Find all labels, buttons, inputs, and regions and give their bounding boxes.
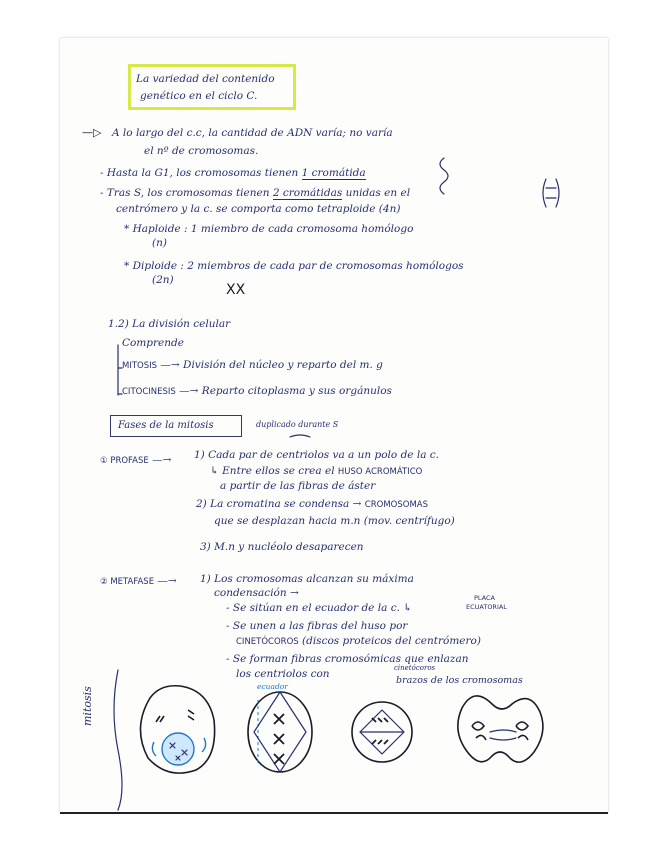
- xx-sketch: XX: [226, 282, 246, 298]
- haploid-line-1: * Haploide : 1 miembro de cada cromosoma homólogo: [124, 223, 414, 235]
- citocinesis-definition: Reparto citoplasma y sus orgánulos: [201, 385, 392, 397]
- citocinesis-arrow: —→: [179, 385, 199, 397]
- citocinesis-term: CITOCINESIS: [122, 387, 176, 397]
- side-label: mitosis: [81, 686, 94, 726]
- cinetocoros-term: CINETÓCOROS: [236, 637, 299, 647]
- mitosis-arrow: —→: [160, 359, 180, 371]
- placa-label: PLACA: [474, 594, 496, 602]
- diploid-line-2: (2n): [152, 274, 174, 286]
- profase-cell-drawing: [140, 686, 214, 773]
- cromosomas-term: CROMOSOMAS: [364, 500, 428, 510]
- metafase-line-7: los centriolos con: [236, 668, 330, 680]
- chromatid-pair-icon: [543, 179, 559, 207]
- profase-arrow: —→: [152, 454, 172, 466]
- profase-label: ① PROFASE: [100, 456, 149, 466]
- note-underline: [290, 435, 310, 437]
- mitosis-definition: División del núcleo y reparto del m. g: [183, 359, 383, 371]
- ecuatorial-label: ECUATORIAL: [466, 603, 507, 611]
- notebook-page: [60, 38, 608, 813]
- metafase-line-4: - Se unen a las fibras del huso por: [226, 620, 408, 632]
- haploid-line-2: (n): [152, 237, 167, 249]
- profase-p1-line-3: a partir de las fibras de áster: [220, 480, 376, 492]
- profase-p3: 3) M.n y nucléolo desaparecen: [200, 541, 364, 553]
- metafase-line-6: - Se forman fibras cromosómicas que enlazan: [226, 653, 469, 665]
- g1-prefix: - Hasta la G1, los cromosomas tienen: [100, 167, 302, 179]
- intro-line-1: A lo largo del c.c, la cantidad de ADN varía; no varía: [112, 127, 393, 139]
- diploid-line-1: * Diploide : 2 miembros de cada par de cromosomas homólogos: [124, 260, 464, 272]
- equator-label: ecuador: [257, 682, 288, 691]
- profase-p1-line-2-text: ↳ Entre ellos se crea el: [210, 465, 338, 477]
- metafase-line-5-rest: (discos proteicos del centrómero): [298, 635, 481, 647]
- comprende-label: Comprende: [122, 337, 184, 349]
- title-line-1: La variedad del contenido: [136, 73, 275, 85]
- metafase-cell-drawing: [248, 692, 312, 772]
- anafase-cell-drawing: [352, 702, 412, 762]
- s-prefix: - Tras S, los cromosomas tienen: [100, 187, 273, 199]
- division-heading: 1.2) La división celular: [108, 318, 231, 330]
- intro-line-2: el nº de cromosomas.: [144, 145, 259, 157]
- profase-p1-line-1: 1) Cada par de centriolos va a un polo de la c.: [194, 449, 440, 461]
- metafase-line-1: 1) Los cromosomas alcanzan su máxima: [200, 573, 414, 585]
- g1-highlight: 1 cromátida: [301, 167, 366, 179]
- title-line-2: genético en el ciclo C.: [140, 90, 258, 102]
- phases-title: Fases de la mitosis: [118, 420, 214, 431]
- telofase-cell-drawing: [458, 696, 543, 762]
- metafase-label: ② METAFASE: [100, 577, 155, 587]
- diagram-bracket: [114, 670, 122, 810]
- s-highlight: 2 cromátidas: [272, 187, 343, 199]
- phases-note: duplicado durante S: [256, 420, 339, 429]
- metafase-line-3: - Se sitúan en el ecuador de la c. ↳: [226, 602, 413, 614]
- scan-bottom-edge: [60, 812, 608, 814]
- metafase-line-2: condensación →: [214, 587, 299, 599]
- comprende-bracket: [118, 345, 122, 395]
- profase-p2-text: 2) La cromatina se condensa →: [196, 498, 365, 510]
- s-line-2: centrómero y la c. se comporta como tetraploide (4n): [116, 203, 401, 215]
- huso-acromatico: HUSO ACROMÁTICO: [337, 467, 423, 477]
- metafase-arrow: —→: [157, 575, 177, 587]
- profase-p2-line-2: que se desplazan hacia m.n (mov. centrífugo): [214, 515, 455, 527]
- s-suffix: unidas en el: [342, 187, 411, 199]
- squiggle-s-icon: [440, 158, 448, 194]
- ink-drawings: [60, 38, 608, 813]
- cinetocoros-label: cinetócoros: [394, 664, 436, 672]
- mitosis-term: MITOSIS: [122, 361, 158, 371]
- brazos-label: brazos de los cromosomas: [396, 675, 523, 686]
- intro-arrow: —▷: [82, 126, 102, 139]
